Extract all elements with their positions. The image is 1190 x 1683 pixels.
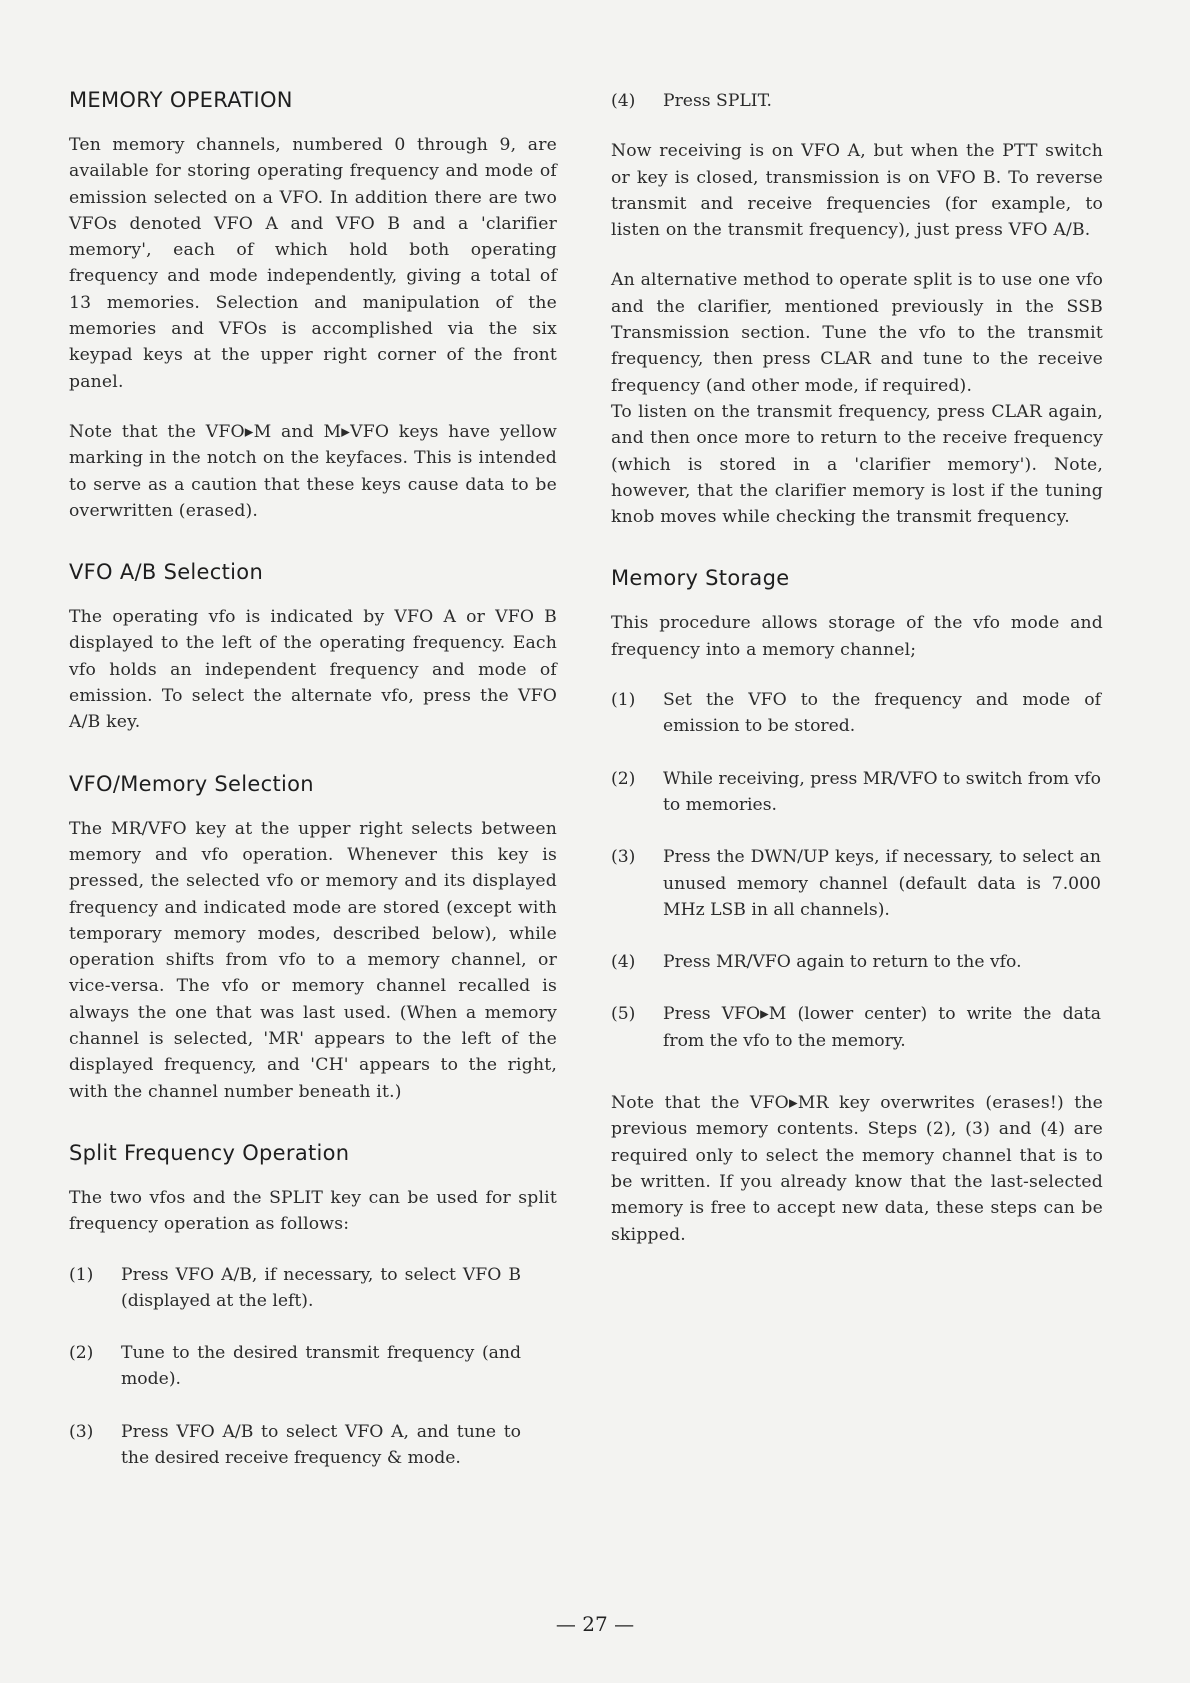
list-item — [611, 844, 1103, 923]
step-text: Set the VFO to the frequency and mode of emission to be stored. — [663, 690, 1101, 737]
step-text: Press VFO▸M (lower center) to write the data from the vfo to the memory. — [663, 1004, 1101, 1051]
right-column — [611, 88, 1103, 1248]
vfo-memory-paragraph: The MR/VFO key at the upper right selects between memory and vfo operation. Whenever this key is pressed, the selected vfo or memory and its displayed frequency and indicated mode are stored (except with temporary memory modes, described below), while operation shifts from vfo to a memory channel, or vice-versa. The vfo or memory channel recalled is always the one that was last used. (When a memory channel is selected, 'MR' appears to the left of the displayed frequency, and 'CH' appears to the right, with the channel number beneath it.) — [69, 818, 557, 1102]
split-frequency-heading: Split Frequency Operation — [69, 1140, 350, 1165]
left-column — [69, 88, 557, 1471]
storage-steps-list — [611, 687, 1103, 1054]
step-number: (4) — [611, 91, 636, 111]
vfo-ab-paragraph: The operating vfo is indicated by VFO A or VFO B displayed to the left of the operating frequency. Each vfo holds an independent frequency and mode of emission. To select the alternate vfo, press the VFO A/B key. — [69, 607, 557, 733]
memory-storage-heading: Memory Storage — [611, 566, 790, 591]
vfo-memory-heading: VFO/Memory Selection — [69, 771, 314, 796]
memory-operation-paragraph: Ten memory channels, numbered 0 through 9, are available for storing operating frequency and mode of emission selected on a VFO. In addition there are two VFOs denoted VFO A and VFO B and a 'clarifier memory', each of which hold both operating frequency and mode independently, giving a total of 13 memories. Selection and manipulation of the memories and VFOs is accomplished via the six keypad keys at the upper right corner of the front panel. — [69, 135, 557, 392]
split-alternative-paragraph: An alternative method to operate split is to use one vfo and the clarifier, mentioned previously in the SSB Transmission section. Tune the vfo to the transmit frequency, then press CLAR and tune to the receive frequency (and other mode, if required). — [611, 270, 1103, 396]
list-item — [611, 766, 1103, 819]
step-number: (1) — [69, 1264, 94, 1285]
list-item — [69, 1419, 557, 1472]
step-number: (2) — [69, 1343, 94, 1364]
step-text: Press VFO A/B to select VFO A, and tune to the desired receive frequency & mode. — [121, 1421, 521, 1468]
split-listen-paragraph: To listen on the transmit frequency, press CLAR again, and then once more to return to the receive frequency (which is stored in a 'clarifier memory'). Note, however, that the clarifier memory is lost if the tuning knob moves while checking the transmit frequency. — [611, 401, 1103, 528]
memory-caution-paragraph: Note that the VFO▸M and M▸VFO keys have yellow marking in the notch on the keyfaces. This is intended to serve as a caution that these keys cause data to be overwritten (erased). — [69, 421, 557, 521]
list-item — [611, 1001, 1103, 1054]
step-text: Press VFO A/B, if necessary, to select VFO B (displayed at the left). — [121, 1264, 521, 1311]
step-number: (2) — [611, 768, 636, 789]
overwrite-note-paragraph: Note that the VFO▸MR key overwrites (erases!) the previous memory contents. Steps (2), (3) and (4) are required only to select the memory channel that is to be written. If you already know that the last-selected memory is free to accept new data, these steps can be skipped. — [611, 1093, 1103, 1245]
split-frequency-intro: The two vfos and the SPLIT key can be used for split frequency operation as follows: — [69, 1187, 557, 1235]
vfo-ab-heading: VFO A/B Selection — [69, 560, 264, 585]
list-item — [69, 1262, 557, 1315]
list-item — [611, 687, 1103, 740]
step-text: While receiving, press MR/VFO to switch from vfo to memories. — [663, 768, 1101, 815]
step-number: (3) — [611, 847, 636, 868]
step-text: Press the DWN/UP keys, if necessary, to select an unused memory channel (default data is 7.000 MHz LSB in all channels). — [663, 847, 1101, 920]
split-step-4 — [611, 88, 1103, 114]
split-steps-list — [69, 1262, 557, 1472]
memory-operation-heading: MEMORY OPERATION — [69, 88, 293, 112]
step-number: (5) — [611, 1004, 636, 1025]
memory-storage-intro: This procedure allows storage of the vfo mode and frequency into a memory channel; — [611, 613, 1103, 660]
step-text: Press MR/VFO again to return to the vfo. — [663, 952, 1022, 973]
step-number: (4) — [611, 952, 636, 973]
split-receive-paragraph: Now receiving is on VFO A, but when the PTT switch or key is closed, transmission is on VFO B. To reverse transmit and receive frequencies (for example, to listen on the transmit frequency), just press VFO A/B. — [611, 141, 1103, 241]
step-text: Press SPLIT. — [663, 91, 772, 111]
page-number: — 27 — — [555, 1612, 635, 1636]
step-text: Tune to the desired transmit frequency (and mode). — [121, 1343, 521, 1390]
list-item — [611, 949, 1103, 975]
step-number: (1) — [611, 690, 636, 711]
step-number: (3) — [69, 1421, 94, 1442]
list-item — [69, 1340, 557, 1393]
